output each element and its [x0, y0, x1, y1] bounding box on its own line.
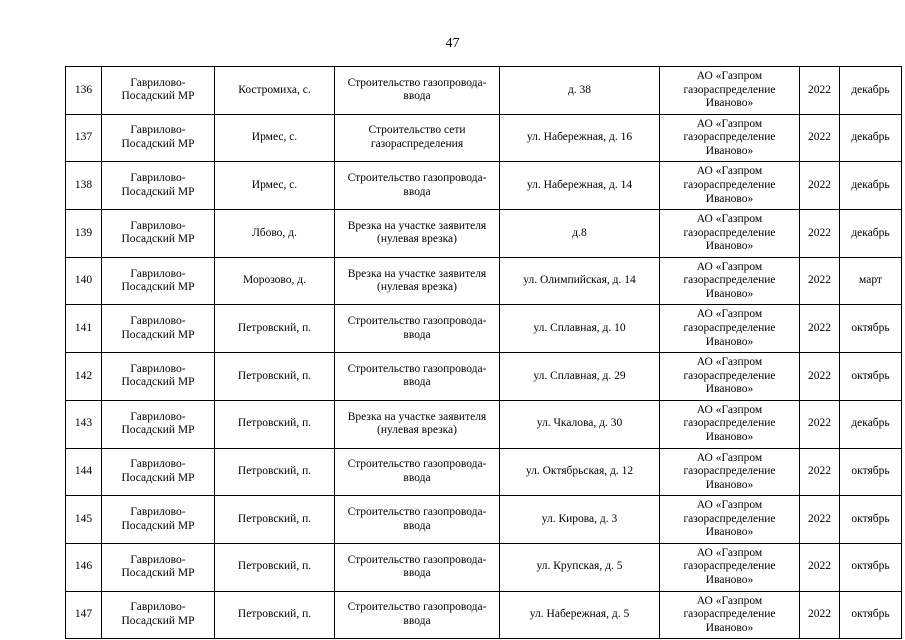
cell-locality: Ирмес, с.	[215, 162, 335, 210]
cell-address: ул. Олимпийская, д. 14	[500, 257, 660, 305]
cell-address: д.8	[500, 210, 660, 258]
cell-month: октябрь	[840, 496, 902, 544]
cell-org: АО «Газпром газораспределение Иваново»	[660, 591, 800, 639]
cell-year: 2022	[800, 400, 840, 448]
cell-org: АО «Газпром газораспределение Иваново»	[660, 257, 800, 305]
cell-locality: Петровский, п.	[215, 543, 335, 591]
cell-address: ул. Октябрьская, д. 12	[500, 448, 660, 496]
cell-year: 2022	[800, 67, 840, 115]
cell-num: 136	[66, 67, 102, 115]
cell-address: д. 38	[500, 67, 660, 115]
table-row	[66, 162, 902, 210]
cell-num: 144	[66, 448, 102, 496]
table-row	[66, 400, 902, 448]
cell-num: 147	[66, 591, 102, 639]
page-number: 47	[445, 36, 460, 51]
cell-work: Врезка на участке заявителя (нулевая врезка)	[335, 400, 500, 448]
cell-year: 2022	[800, 543, 840, 591]
cell-district: Гаврилово-Посадский МР	[102, 114, 215, 162]
cell-month: октябрь	[840, 353, 902, 401]
cell-num: 141	[66, 305, 102, 353]
cell-address: ул. Крупская, д. 5	[500, 543, 660, 591]
cell-month: декабрь	[840, 114, 902, 162]
cell-org: АО «Газпром газораспределение Иваново»	[660, 448, 800, 496]
cell-month: октябрь	[840, 448, 902, 496]
cell-district: Гаврилово-Посадский МР	[102, 67, 215, 115]
cell-year: 2022	[800, 162, 840, 210]
cell-district: Гаврилово-Посадский МР	[102, 400, 215, 448]
table	[65, 66, 902, 639]
table-row	[66, 448, 902, 496]
cell-locality: Петровский, п.	[215, 353, 335, 401]
cell-address: ул. Чкалова, д. 30	[500, 400, 660, 448]
cell-year: 2022	[800, 353, 840, 401]
table-row	[66, 210, 902, 258]
cell-district: Гаврилово-Посадский МР	[102, 162, 215, 210]
cell-num: 146	[66, 543, 102, 591]
cell-work: Строительство газопровода-ввода	[335, 353, 500, 401]
cell-district: Гаврилово-Посадский МР	[102, 257, 215, 305]
cell-month: декабрь	[840, 400, 902, 448]
cell-year: 2022	[800, 305, 840, 353]
cell-work: Строительство газопровода-ввода	[335, 67, 500, 115]
cell-year: 2022	[800, 448, 840, 496]
cell-address: ул. Сплавная, д. 29	[500, 353, 660, 401]
cell-month: октябрь	[840, 305, 902, 353]
cell-address: ул. Набережная, д. 16	[500, 114, 660, 162]
cell-org: АО «Газпром газораспределение Иваново»	[660, 67, 800, 115]
cell-locality: Петровский, п.	[215, 400, 335, 448]
cell-num: 139	[66, 210, 102, 258]
gasification-schedule-table	[65, 66, 890, 639]
cell-num: 137	[66, 114, 102, 162]
cell-district: Гаврилово-Посадский МР	[102, 591, 215, 639]
cell-org: АО «Газпром газораспределение Иваново»	[660, 400, 800, 448]
cell-num: 145	[66, 496, 102, 544]
cell-district: Гаврилово-Посадский МР	[102, 353, 215, 401]
cell-work: Строительство газопровода-ввода	[335, 305, 500, 353]
cell-district: Гаврилово-Посадский МР	[102, 305, 215, 353]
cell-work: Строительство газопровода-ввода	[335, 543, 500, 591]
cell-org: АО «Газпром газораспределение Иваново»	[660, 114, 800, 162]
cell-org: АО «Газпром газораспределение Иваново»	[660, 305, 800, 353]
cell-locality: Петровский, п.	[215, 591, 335, 639]
cell-address: ул. Набережная, д. 14	[500, 162, 660, 210]
table-row	[66, 114, 902, 162]
cell-month: октябрь	[840, 543, 902, 591]
cell-year: 2022	[800, 210, 840, 258]
table-row	[66, 305, 902, 353]
cell-work: Строительство газопровода-ввода	[335, 448, 500, 496]
cell-org: АО «Газпром газораспределение Иваново»	[660, 210, 800, 258]
cell-work: Врезка на участке заявителя (нулевая врезка)	[335, 257, 500, 305]
cell-month: декабрь	[840, 162, 902, 210]
cell-month: декабрь	[840, 210, 902, 258]
cell-org: АО «Газпром газораспределение Иваново»	[660, 162, 800, 210]
cell-work: Врезка на участке заявителя (нулевая врезка)	[335, 210, 500, 258]
cell-year: 2022	[800, 114, 840, 162]
cell-year: 2022	[800, 257, 840, 305]
table-row	[66, 591, 902, 639]
cell-district: Гаврилово-Посадский МР	[102, 448, 215, 496]
table-row	[66, 496, 902, 544]
cell-work: Строительство газопровода-ввода	[335, 591, 500, 639]
cell-num: 140	[66, 257, 102, 305]
cell-address: ул. Набережная, д. 5	[500, 591, 660, 639]
table-body	[66, 67, 902, 639]
table-row	[66, 67, 902, 115]
cell-num: 143	[66, 400, 102, 448]
table-row	[66, 543, 902, 591]
cell-org: АО «Газпром газораспределение Иваново»	[660, 496, 800, 544]
cell-year: 2022	[800, 591, 840, 639]
cell-org: АО «Газпром газораспределение Иваново»	[660, 353, 800, 401]
cell-month: март	[840, 257, 902, 305]
cell-locality: Ирмес, с.	[215, 114, 335, 162]
cell-address: ул. Кирова, д. 3	[500, 496, 660, 544]
cell-month: декабрь	[840, 67, 902, 115]
table-row	[66, 353, 902, 401]
cell-num: 142	[66, 353, 102, 401]
cell-work: Строительство газопровода-ввода	[335, 496, 500, 544]
cell-locality: Лбово, д.	[215, 210, 335, 258]
cell-num: 138	[66, 162, 102, 210]
cell-month: октябрь	[840, 591, 902, 639]
cell-locality: Костромиха, с.	[215, 67, 335, 115]
cell-locality: Петровский, п.	[215, 305, 335, 353]
cell-locality: Петровский, п.	[215, 448, 335, 496]
table-row	[66, 257, 902, 305]
cell-district: Гаврилово-Посадский МР	[102, 543, 215, 591]
cell-locality: Петровский, п.	[215, 496, 335, 544]
cell-org: АО «Газпром газораспределение Иваново»	[660, 543, 800, 591]
cell-address: ул. Сплавная, д. 10	[500, 305, 660, 353]
cell-work: Строительство сети газораспределения	[335, 114, 500, 162]
cell-locality: Морозово, д.	[215, 257, 335, 305]
cell-work: Строительство газопровода-ввода	[335, 162, 500, 210]
cell-district: Гаврилово-Посадский МР	[102, 496, 215, 544]
cell-year: 2022	[800, 496, 840, 544]
cell-district: Гаврилово-Посадский МР	[102, 210, 215, 258]
